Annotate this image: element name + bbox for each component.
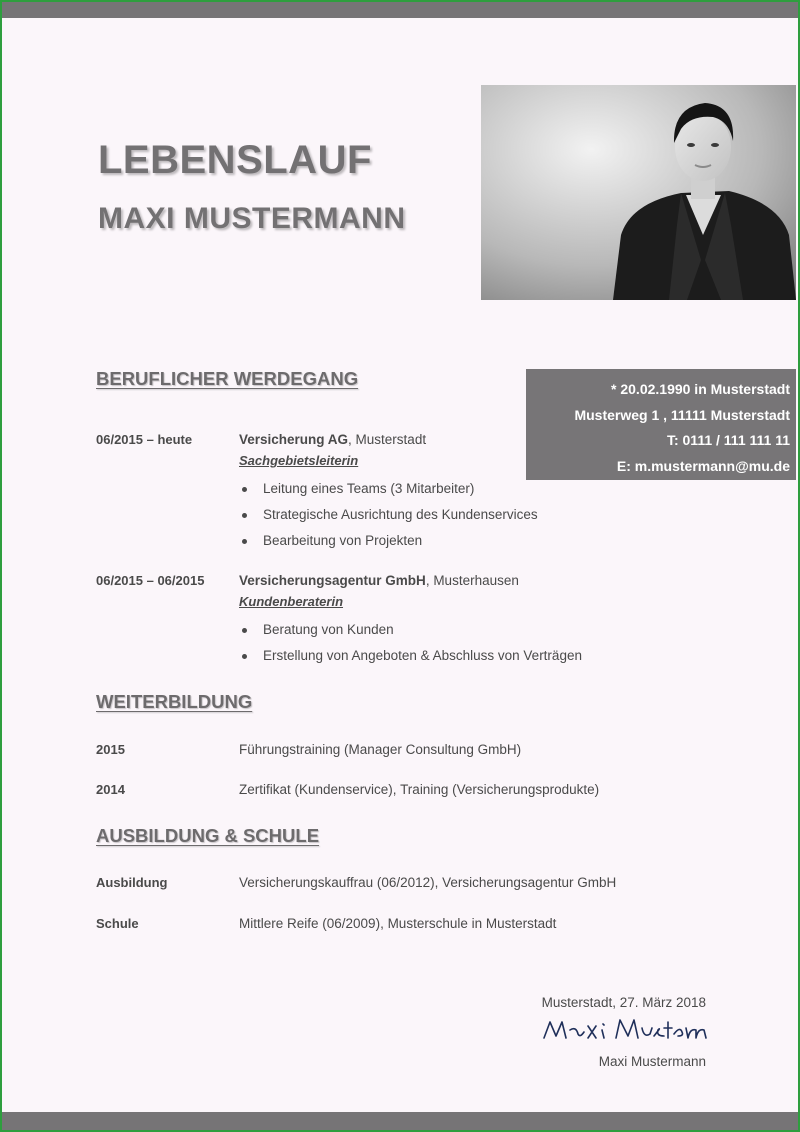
signer-name: Maxi Mustermann (598, 1054, 706, 1069)
employer-location: , Musterhausen (425, 573, 519, 588)
section-heading-education: AUSBILDUNG & SCHULE (96, 825, 320, 846)
birth-info: * 20.02.1990 in Musterstadt (611, 381, 790, 397)
phone-number: T: 0111 / 111 111 11 (666, 432, 790, 448)
education-description: Versicherungskauffrau (06/2012), Versicherungsagentur GmbH (239, 875, 617, 890)
applicant-name: MAXI MUSTERMANN (98, 202, 406, 235)
career-employer (239, 573, 519, 588)
employer-name: Versicherungsagentur GmbH (239, 573, 426, 588)
signature-image (540, 1014, 710, 1046)
address: Musterweg 1 , 11111 Musterstadt (574, 406, 790, 423)
education-label: Ausbildung (96, 875, 168, 890)
bullet-icon (242, 628, 247, 633)
career-period: 06/2015 – 06/2015 (96, 573, 205, 588)
section-heading-training: WEITERBILDUNG (96, 691, 253, 712)
bottom-bar (2, 1112, 798, 1130)
training-description: Führungstraining (Manager Consultung GmbH) (239, 742, 522, 757)
education-description: Mittlere Reife (06/2009), Musterschule in Musterstadt (239, 916, 557, 931)
job-title: Sachgebietsleiterin (239, 453, 359, 468)
top-bar (2, 2, 798, 18)
bullet-icon (242, 487, 247, 492)
training-year: 2014 (96, 782, 125, 797)
list-item: Bearbeitung von Projekten (242, 533, 422, 548)
bullet-icon (242, 654, 247, 659)
job-title: Kundenberaterin (239, 594, 344, 609)
training-description: Zertifikat (Kundenservice), Training (Versicherungsprodukte) (239, 782, 600, 797)
list-item: Leitung eines Teams (3 Mitarbeiter) (242, 481, 474, 496)
list-item: Beratung von Kunden (242, 622, 394, 637)
education-label: Schule (96, 916, 139, 931)
email-address[interactable]: E: m.mustermann@mu.de (616, 457, 790, 474)
list-item: Strategische Ausrichtung des Kundenservices (242, 507, 538, 522)
employer-location: , Musterstadt (348, 432, 427, 447)
list-item: Erstellung von Angeboten & Abschluss von Verträgen (242, 648, 582, 663)
career-period: 06/2015 – heute (96, 432, 193, 447)
contact-box (526, 369, 796, 480)
document-title: LEBENSLAUF (98, 138, 372, 182)
profile-photo (481, 85, 796, 300)
bullet-icon (242, 539, 247, 544)
employer-name: Versicherung AG (239, 432, 349, 447)
training-year: 2015 (96, 742, 125, 757)
career-employer (239, 432, 426, 447)
section-heading-career: BERUFLICHER WERDEGANG (96, 368, 359, 389)
bullet-icon (242, 513, 247, 518)
place-and-date: Musterstadt, 27. März 2018 (541, 995, 706, 1010)
